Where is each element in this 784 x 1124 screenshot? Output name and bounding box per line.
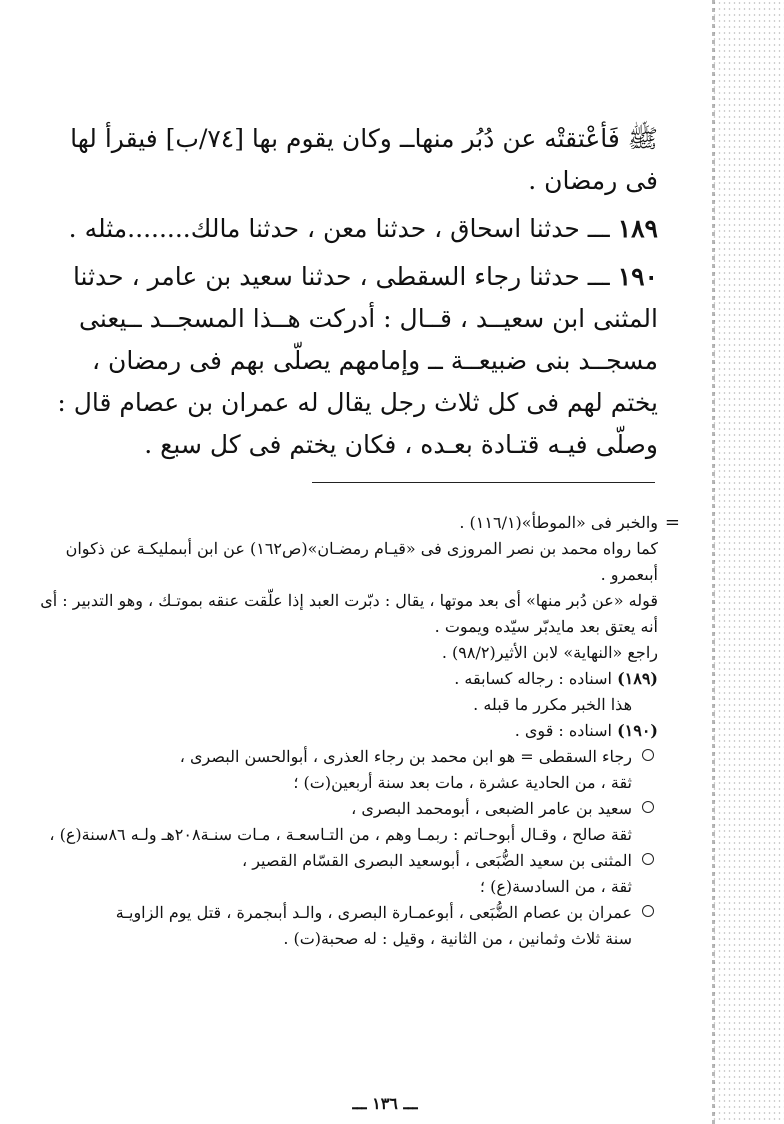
scan-edge-noise <box>712 0 784 1124</box>
main-text <box>40 118 658 466</box>
note-label-189: (١٨٩) <box>617 669 658 688</box>
circle-bullet-icon <box>642 905 654 917</box>
hadith-190 <box>40 256 658 466</box>
page-number: ـــ ١٣٦ ـــ <box>352 1094 418 1113</box>
hadith-number-189: ١٨٩ <box>617 214 658 243</box>
narrator-entry: سعيد بن عامر الضبعى ، أبومحمد البصرى ، ثقة صالح ، وقـال أبوحـاتم : ربمـا وهم ، من التـاسعـة ، مـات سنـة٢٠٨هـ ولـه ٨٦سنة(ع) ، <box>40 796 632 848</box>
note-189: (١٨٩) اسناده : رجاله كسابقه . <box>454 669 658 688</box>
circle-bullet-icon <box>642 749 654 761</box>
hadith-189 <box>40 208 658 250</box>
note-continued-1: = والخبر فى «الموطأ»(١١٦/١) . <box>40 510 658 536</box>
narrator-entry: المثنى بن سعيد الضُّبَعى ، أبوسعيد البصرى القسّام القصير ، ثقة ، من السادسة(ع) ؛ <box>40 848 632 900</box>
footnote-separator <box>312 482 655 483</box>
hadith-text-189: ـــ حدثنا اسحاق ، حدثنا معن ، حدثنا مالك........مثله . <box>68 214 610 243</box>
note-continued-2: كما رواه محمد بن نصر المروزى فى «قيـام رمضـان»(ص١٦٢) عن ابن أبىمليكـة عن ذكوان أبىعمرو . <box>65 539 658 584</box>
note-continued-3: قوله «عن دُبر منها» أى بعد موتها ، يقال : دبّرت العبد إذا علّقت عنقه بموتـك ، وهو التدبير : أى أنه يعتق بعد مايدبّر سيّده ويموت . <box>40 591 658 636</box>
note-189-line-2: هذا الخبر مكرر ما قبله . <box>473 695 632 714</box>
scan-edge-line <box>712 0 715 1124</box>
note-continued-4: راجع «النهاية» لابن الأثير(٩٨/٢) . <box>441 643 658 662</box>
note-label-190: (١٩٠) <box>617 721 658 740</box>
narrator-entry: رجاء السقطى = هو ابن محمد بن رجاء العذرى ، أبوالحسن البصرى ، ثقة ، من الحادية عشرة ، مات بعد سنة أربعين(ت) ؛ <box>40 744 632 796</box>
continuation-mark: = <box>664 512 680 533</box>
hadith-text-190: ـــ حدثنا رجاء السقطى ، حدثنا سعيد بن عامر ، حدثنا المثنى ابن سعيــد ، قــال : أدركت هــذا المسجــد ــيعنى مسجــد بنى ضبيعــة ــ وإمامهم يصلّى بهم فى رمضان ، يختم لهم فى كل ثلاث رجل يقال له عمران بن عصام قال : وصلّى فيـه قتـادة بعـده ، فكان يختم فى كل سبع . <box>57 262 658 459</box>
note-190: (١٩٠) اسناده : قوى . <box>514 721 658 740</box>
circle-bullet-icon <box>642 801 654 813</box>
footnotes <box>40 510 680 952</box>
main-line-continuation: ﷺ فَأعْتقتْه عن دُبُر منهاــ وكان يقوم بها [٧٤/ب] فيقرأ لها فى رمضان . <box>70 124 658 195</box>
circle-bullet-icon <box>642 853 654 865</box>
narrator-entry: عمران بن عصام الضُّبَعى ، أبوعمـارة البصرى ، والـد أبىجمرة ، قتل يوم الزاويـة سنة ثلاث وثمانين ، من الثانية ، وقيل : له صحبة(ت) . <box>40 900 632 952</box>
hadith-number-190: ١٩٠ <box>617 262 658 291</box>
